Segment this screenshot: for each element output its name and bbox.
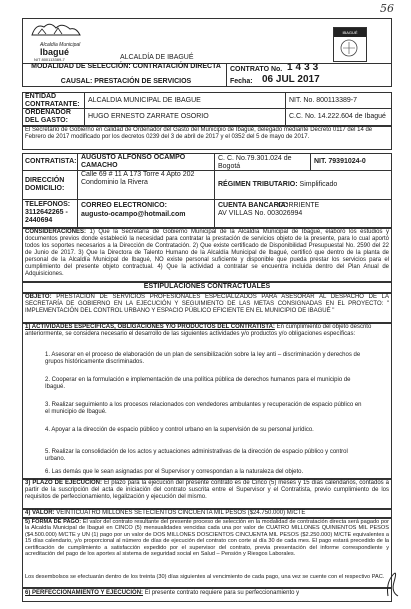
actividad-item-5: 5. Realizar la consolidación de los actos y actuaciones administrativas de la dirección de espacio público y control urbano. [45,449,348,463]
actividades-intro: En cumplimiento del objeto descrito anteriormente, se considera necesario el desarrollo de las siguientes actividades y/o productos y/o obligaciones específicas: [25,324,372,337]
stamp-seal-icon [334,37,364,59]
modalidad-label: MODALIDAD DE SELECCIÓN: CONTRATACIÓN DIRECTA [31,63,221,70]
perfeccionamiento-paragraph [25,590,389,597]
forma-pago-text: El valor del contrato resultante del presente proceso de selección en la modalidad de contratación directa será pagado por la Alcaldía Municipal de Ibagué en CINCO (5) mensualidades vencidas cada una por valor de CUATRO MILLONES QUINIENTOS MIL PESOS ($4.500.000) M/CTE y UN (1) pago por un valor de DOS MILLONES DOSCIENTOS CINCUENTA MIL PESOS ($2.250.000) M/CTE equivalentes a 15 días calendario, y/o proporcional al número de días de ejecución del contrato con corte al día 30 de cada mes. El pago estará precedido de la certificación de cumplimiento a satisfacción expedido por el supervisor del contrato, previa presentación del informe correspondiente y acreditación del pago de los aportes al sistema de seguridad social en Salud – Pensión y Riesgos Laborales. [25,519,389,558]
consideraciones-paragraph [25,229,389,278]
correo-label: CORREO ELECTRONICO: [81,202,167,209]
forma-pago-text2: Los desembolsos se efectuarán dentro de los treinta (30) días siguientes al vencimiento de cada pago, una vez se cuente con el respectivo PAC. [25,574,385,580]
perfeccionamiento-text: El presente contrato requiere para su perfeccionamiento y [143,590,300,596]
objeto-paragraph [25,294,389,315]
valor-paragraph [25,510,389,517]
regimen-label: RÉGIMEN TRIBUTARIO: [218,181,298,188]
correo-value: augusto-ocampo@hotmail.com [81,211,186,218]
contratista-cc: C. C. No.79.301.024 de Bogotá [218,155,292,170]
logo-entity-top: Alcaldía Municipal [40,42,81,48]
official-stamp [333,27,367,62]
entidad-label: ENTIDAD CONTRATANTE: [25,93,80,108]
actividad-item-3: 3. Realizar seguimiento a los procesos relacionados con vendedores ambulantes y recuperación de espacio público en el municipio de Ibagué. [45,402,362,416]
regimen-value: Simplificado [299,181,338,188]
fecha-value: 06 JUL 2017 [262,74,320,85]
forma-pago-paragraph [25,519,389,557]
ordenador-label: ORDENADOR DEL GASTO: [25,109,71,124]
signature-mark-icon [382,566,404,600]
plazo-text: El plazo para la ejecución del presente contrato es de Cinco (5) meses y 15 días calendarios, contados a partir de la suscripción del acta de iniciación del contrato suscrita entre el Supervisor y el Contratista, previo cumplimiento de los requisitos de perfeccionamiento, legalización y ejecución del mismo. [25,480,389,500]
ordenador-cc: C.C. No. 14.222.604 de Ibagué [289,113,386,120]
stamp-label: IBAGUÉ [334,28,366,37]
forma-pago-label: 5) FORMA DE PAGO: [25,519,82,525]
secretario-paragraph: El Secretario de Gobierno en calidad de Ordenador del Gasto del Municipio de Ibagué, delegado mediante Decreto 0117 del 14 de Febrero de 2017 modificado por los decretos 0239 del 3 de abril de 2017 y el 0352 del 5 de mayo de 2017. [25,127,373,140]
plazo-paragraph [25,480,389,501]
entidad-value: ALCALDIA MUNICIPAL DE IBAGUE [88,97,201,104]
fecha-label: Fecha: [230,78,253,85]
contrato-number: 1433 [287,62,322,73]
actividad-item-2: 2. Cooperar en la formulación e implementación de una política pública de derechos humanos para el municipio de Ibagué. [45,377,351,391]
contratista-value: AUGUSTO ALFONSO OCAMPO CAMACHO [81,154,186,169]
actividades-paragraph [25,324,389,338]
alcaldia-title: ALCALDÍA DE IBAGUÉ [120,54,194,61]
objeto-text: PRESTACIÓN DE SERVICIOS PROFESIONALES ESPECIALIZADOS PARA ASESORAR AL DESPACHO DE LA SECRETARÍA DE GOBIERNO EN LA EJECUCIÓN Y SEGUIMIENTO DE LAS METAS CONSIGNADAS EN EL PROYECTO: " IMPLEMENTACIÓN DEL CONTROL URBANO Y ESPACIO PÚBLICO EFICIENTE EN EL MUNICIPIO DE IBAGUÉ " [25,294,389,314]
valor-text: VEINTICUATRO MILLONES SETECIENTOS CINCUENTA MIL PESOS ($24.750.000) M/CTE [54,510,306,516]
contratista-nit: NIT. 79391024-0 [314,158,366,165]
page-number: 56 [380,2,394,15]
actividades-heading: 1) ACTIVIDADES ESPECÍFICAS, OBLIGACIONES Y/O PRODUCTOS DEL CONTRATISTA: [25,324,275,330]
cuenta-value: CORRIENTE AV VILLAS No. 003026994 [218,202,320,217]
municipal-logo [26,19,84,63]
telefonos-label: TELEFONOS: [25,201,71,208]
direccion-value: Calle 69 # 11 A 173 Torre 4 Apto 202 Condominio la Rivera [81,171,195,186]
estipulaciones-title: ESTIPULACIONES CONTRACTUALES [143,283,271,290]
logo-entity-name: Ibagué [40,47,70,57]
contratista-label: CONTRATISTA: [25,158,77,165]
cuenta-label: CUENTA BANCARIA: [218,202,288,209]
logo-emblem-icon [26,19,84,39]
logo-nit: NIT 800113389-7 [34,57,65,62]
telefonos-value: 3112642265 - 2440694 [25,209,68,224]
consideraciones-text: 1) Que la Secretaría de Gobierno Municipal de la Alcaldía Municipal de Ibagué, elaboró los estudios y documentos previos donde estableció la necesidad para contratar la prestación de servicios objeto de la presente, para lo cual aportó todos los soportes necesarios a la Dirección de Contratación. 2) Que existe certificado de Disponibilidad Presupuestal No. 2590 del 22 de Junio de 2017. 3) Que la Directora de Talento Humano de la Alcaldía Municipal de Ibagué, certificó que dentro de la planta de personal de la Alcaldía Municipal de Ibagué, NO existe personal suficiente y disponible que pueda prestar los servicios para el cumplimiento del presente objeto contractual. 4) Que la actividad a contratar se encuentra incluida dentro del Plan Anual de Adquisiciones. [25,229,389,277]
causal-label: CAUSAL: PRESTACIÓN DE SERVICIOS [60,78,192,85]
objeto-label: OBJETO: [25,294,52,300]
entidad-nit: NIT. No. 800113389-7 [289,97,357,104]
valor-label: 4) VALOR: [25,510,55,516]
actividad-item-1: 1. Asesorar en el proceso de elaboración de un plan de sensibilización sobre la ley anti – discriminación y derechos de grupos históricamente discriminados. [45,352,361,366]
actividad-item-4: 4. Apoyar a la dirección de espacio público y control urbano en la supervisión de su personal jurídico. [45,427,314,433]
actividad-item-6: 6. Las demás que le sean asignadas por el Supervisor y correspondan a la naturaleza del objeto. [45,469,304,475]
contrato-label: CONTRATO No. [230,66,283,73]
direccion-label: DIRECCIÓN DOMICILIO: [25,177,65,192]
perfeccionamiento-label: 6) PERFECCIONAMIENTO Y EJECUCIÓN: [25,590,144,596]
regimen-row [218,181,337,189]
consideraciones-label: CONSIDERACIONES: [25,229,87,235]
ordenador-value: HUGO ERNESTO ZARRATE OSORIO [88,113,209,120]
plazo-label: 3) PLAZO DE EJECUCIÓN: [25,480,102,486]
